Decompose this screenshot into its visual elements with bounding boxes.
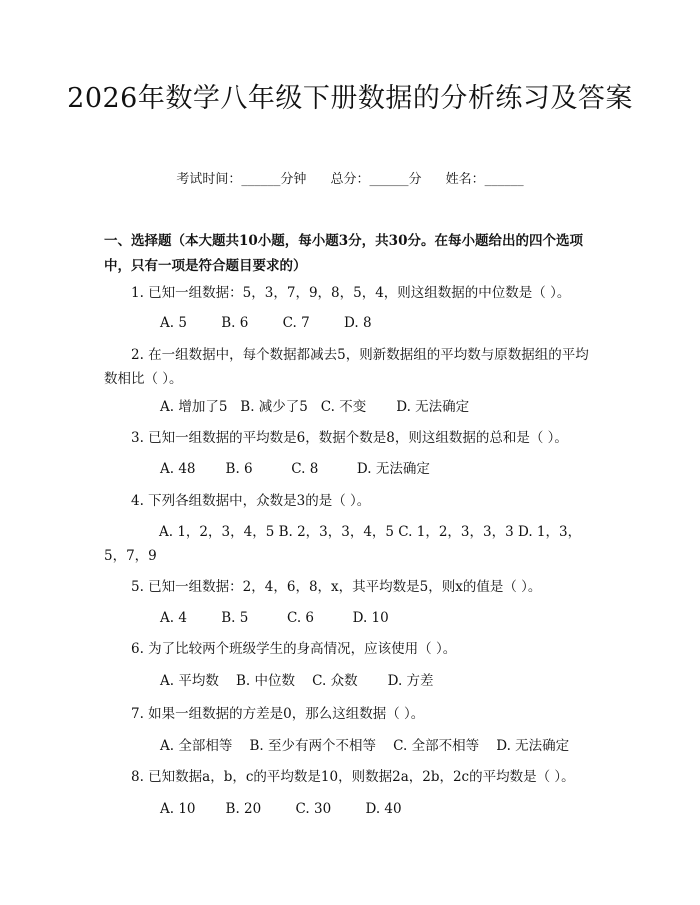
question-stem: 2. 在一组数据中，每个数据都减去5，则新数据组的平均数与原数据组的平均数相比（ ）。 xyxy=(104,347,589,387)
page-title: 2026年数学八年级下册数据的分析练习及答案 xyxy=(67,83,633,114)
question-stem: 1. 已知一组数据：5，3，7，9，8，5，4，则这组数据的中位数是（ ）。 xyxy=(131,285,571,301)
question-stem: 5. 已知一组数据：2，4，6，8，x，其平均数是5，则x的值是（ ）。 xyxy=(131,579,542,595)
question-stem: 7. 如果一组数据的方差是0，那么这组数据（ ）。 xyxy=(131,706,425,722)
question-stem: 6. 为了比较两个班级学生的身高情况，应该使用（ ）。 xyxy=(131,641,457,657)
question-options: A. 5 B. 6 C. 7 D. 8 xyxy=(160,315,372,331)
question-stem: 8. 已知数据a，b，c的平均数是10，则数据2a，2b，2c的平均数是（ ）。 xyxy=(131,769,575,785)
exam-info-line xyxy=(0,168,700,187)
section-heading: 一、选择题（本大题共10小题，每小题3分，共30分。在每小题给出的四个选项中，只有一项是符合题目要求的） xyxy=(104,233,583,274)
question-options: A. 4 B. 5 C. 6 D. 10 xyxy=(160,610,389,626)
total-score-field: 总分：______分 xyxy=(330,172,422,187)
question-options: A. 平均数 B. 中位数 C. 众数 D. 方差 xyxy=(160,673,434,689)
exam-time-field: 考试时间：______分钟 xyxy=(176,172,307,187)
question-options: A. 10 B. 20 C. 30 D. 40 xyxy=(160,801,402,817)
question-options: A. 48 B. 6 C. 8 D. 无法确定 xyxy=(160,461,430,477)
question-options: A. 增加了5 B. 减少了5 C. 不变 D. 无法确定 xyxy=(160,399,470,415)
question-stem: 3. 已知一组数据的平均数是6，数据个数是8，则这组数据的总和是（ ）。 xyxy=(131,430,568,446)
student-name-field: 姓名：______ xyxy=(445,172,524,187)
question-options: A. 全部相等 B. 至少有两个不相等 C. 全部不相等 D. 无法确定 xyxy=(160,738,570,754)
question-stem: 4. 下列各组数据中，众数是3的是（ ）。 xyxy=(131,493,371,509)
question-options: A. 1，2，3，4，5 B. 2，3，3，4，5 C. 1，2，3，3，3 D. 1，3，5，7，9 xyxy=(104,524,582,564)
